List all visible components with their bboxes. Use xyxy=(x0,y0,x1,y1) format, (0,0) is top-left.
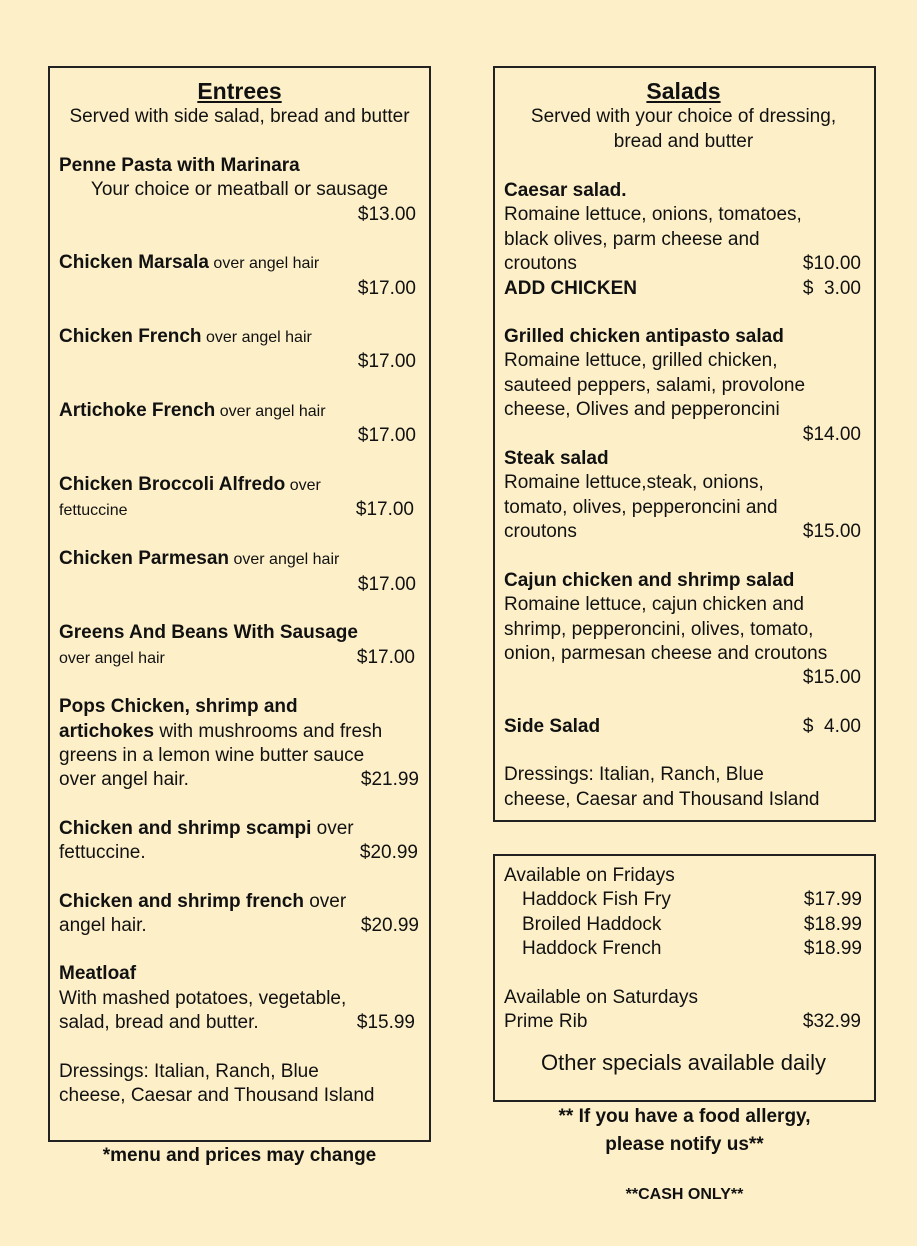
menu-item-chicken-french xyxy=(59,325,420,375)
item-desc: shrimp, pepperoncini, olives, tomato, xyxy=(504,618,814,640)
item-name: Grilled chicken antipasto salad xyxy=(504,326,784,348)
item-desc: fettuccine xyxy=(59,502,128,520)
special-item xyxy=(504,913,863,937)
menu-item-greens-beans xyxy=(59,621,420,671)
menu-item-antipasto xyxy=(504,325,863,447)
item-desc: Romaine lettuce, grilled chicken, xyxy=(504,350,778,372)
item-desc: over angel hair xyxy=(229,551,340,569)
dressings-line: cheese, Caesar and Thousand Island xyxy=(59,1084,375,1106)
menu-item-steak xyxy=(504,447,863,545)
item-desc: over angel hair xyxy=(208,255,320,273)
special-item xyxy=(504,888,863,912)
entrees-panel xyxy=(48,66,431,1142)
item-name: Side Salad xyxy=(504,715,601,737)
item-price: $17.00 xyxy=(357,277,416,299)
item-desc: Romaine lettuce, cajun chicken and xyxy=(504,594,804,616)
item-name: Chicken French xyxy=(59,326,202,348)
item-desc: croutons xyxy=(504,253,577,275)
item-name: Cajun chicken and shrimp salad xyxy=(504,569,795,591)
item-name: Artichoke French xyxy=(59,399,216,421)
entrees-title: Entrees xyxy=(197,78,282,104)
item-desc: over angel hair. xyxy=(59,769,189,791)
allergy-line: ** If you have a food allergy, xyxy=(558,1106,811,1127)
item-price: $13.00 xyxy=(357,203,416,225)
menu-item-penne xyxy=(59,154,420,227)
item-price: $15.99 xyxy=(356,1012,415,1034)
item-name: Chicken Parmesan xyxy=(59,548,230,570)
specials-panel xyxy=(493,854,876,1102)
item-name: artichokes xyxy=(59,720,155,742)
item-desc: black olives, parm cheese and xyxy=(504,228,760,250)
item-desc: over xyxy=(285,476,321,494)
menu-change-note: *menu and prices may change xyxy=(102,1145,377,1166)
fridays-label: Available on Fridays xyxy=(504,865,675,886)
item-price: $14.00 xyxy=(802,423,861,445)
salads-title: Salads xyxy=(646,78,721,104)
salads-subtitle: Served with your choice of dressing, bread and butter xyxy=(530,106,837,152)
item-desc: onion, parmesan cheese and croutons xyxy=(504,642,828,664)
item-name: Chicken and shrimp scampi xyxy=(59,817,312,839)
item-desc: salad, bread and butter. xyxy=(59,1012,259,1034)
item-desc: Your choice or meatball or sausage xyxy=(90,179,389,201)
saturdays-label: Available on Saturdays xyxy=(504,986,698,1008)
menu-item-artichoke-french xyxy=(59,399,420,449)
menu-item-pops xyxy=(59,695,420,793)
item-name: Chicken and shrimp french xyxy=(59,890,304,912)
item-desc: angel hair. xyxy=(59,914,147,936)
menu-item-parmesan xyxy=(59,547,420,597)
menu-item-scampi xyxy=(59,817,420,866)
item-price: $17.00 xyxy=(355,499,414,521)
dressings-line: Dressings: Italian, Ranch, Blue xyxy=(504,764,764,786)
menu-item-caesar xyxy=(504,179,863,301)
add-chicken-label: ADD CHICKEN xyxy=(504,277,637,299)
item-desc: tomato, olives, pepperoncini and xyxy=(504,496,778,518)
item-desc: with mushrooms and fresh xyxy=(154,720,383,742)
item-price: $10.00 xyxy=(802,253,861,275)
item-price: $ 4.00 xyxy=(802,715,861,737)
entrees-subtitle: Served with side salad, bread and butter xyxy=(69,106,410,127)
dressings-line: cheese, Caesar and Thousand Island xyxy=(504,788,820,810)
item-desc: over angel hair xyxy=(215,402,326,420)
cash-only-note: **CASH ONLY** xyxy=(625,1186,744,1203)
item-desc: Romaine lettuce, onions, tomatoes, xyxy=(504,204,802,226)
item-name: Chicken Broccoli Alfredo xyxy=(59,473,286,495)
item-desc: croutons xyxy=(504,521,577,543)
item-price: $18.99 xyxy=(803,938,862,960)
item-price: $21.99 xyxy=(360,769,419,791)
item-price: $17.00 xyxy=(357,425,416,447)
item-desc: With mashed potatoes, vegetable, xyxy=(59,987,347,1009)
item-desc: greens in a lemon wine butter sauce xyxy=(59,744,365,766)
item-price: $18.99 xyxy=(803,913,862,935)
item-price: $32.99 xyxy=(802,1011,861,1033)
other-specials: Other specials available daily xyxy=(541,1050,826,1076)
item-name: Chicken Marsala xyxy=(59,252,209,274)
item-desc: over xyxy=(303,890,347,912)
item-name: Greens And Beans With Sausage xyxy=(59,622,358,644)
menu-item-shrimp-french xyxy=(59,890,420,939)
item-price: $17.00 xyxy=(357,351,416,373)
allergy-note xyxy=(493,1103,876,1159)
salads-panel xyxy=(493,66,876,822)
special-item xyxy=(504,937,863,961)
entrees-dressings xyxy=(59,1060,420,1109)
item-name: Caesar salad. xyxy=(504,180,627,201)
add-chicken-price: $ 3.00 xyxy=(802,277,861,299)
menu-item-meatloaf xyxy=(59,962,420,1035)
menu-item-marsala xyxy=(59,251,420,301)
item-desc: cheese, Olives and pepperoncini xyxy=(504,399,780,421)
item-price: $17.99 xyxy=(803,889,862,911)
menu-item-side-salad xyxy=(504,715,863,739)
item-price: $15.00 xyxy=(802,667,861,689)
item-name: Steak salad xyxy=(504,448,609,470)
item-desc: Romaine lettuce,steak, onions, xyxy=(504,472,764,494)
item-name: Haddock French xyxy=(522,938,662,960)
menu-item-cajun xyxy=(504,569,863,691)
allergy-line: please notify us** xyxy=(605,1134,764,1155)
item-name: Haddock Fish Fry xyxy=(522,889,671,911)
item-desc: sauteed peppers, salami, provolone xyxy=(504,374,806,396)
item-name: Penne Pasta with Marinara xyxy=(59,155,300,176)
item-desc: fettuccine. xyxy=(59,842,146,864)
item-price: $15.00 xyxy=(802,521,861,543)
item-price: $17.00 xyxy=(356,646,415,668)
special-item xyxy=(504,1010,863,1034)
item-name: Pops Chicken, shrimp and xyxy=(59,696,298,718)
item-price: $20.99 xyxy=(359,842,418,864)
item-price: $17.00 xyxy=(357,573,416,595)
item-name: Meatloaf xyxy=(59,963,137,985)
item-desc: over angel hair xyxy=(201,329,312,347)
salads-dressings xyxy=(504,763,863,812)
item-name: Broiled Haddock xyxy=(522,913,662,935)
item-price: $20.99 xyxy=(360,914,419,936)
item-desc: over angel hair xyxy=(59,649,165,667)
item-name: Prime Rib xyxy=(504,1011,588,1033)
menu-item-broccoli-alfredo xyxy=(59,473,420,524)
dressings-line: Dressings: Italian, Ranch, Blue xyxy=(59,1060,319,1082)
item-desc: over xyxy=(311,817,354,839)
